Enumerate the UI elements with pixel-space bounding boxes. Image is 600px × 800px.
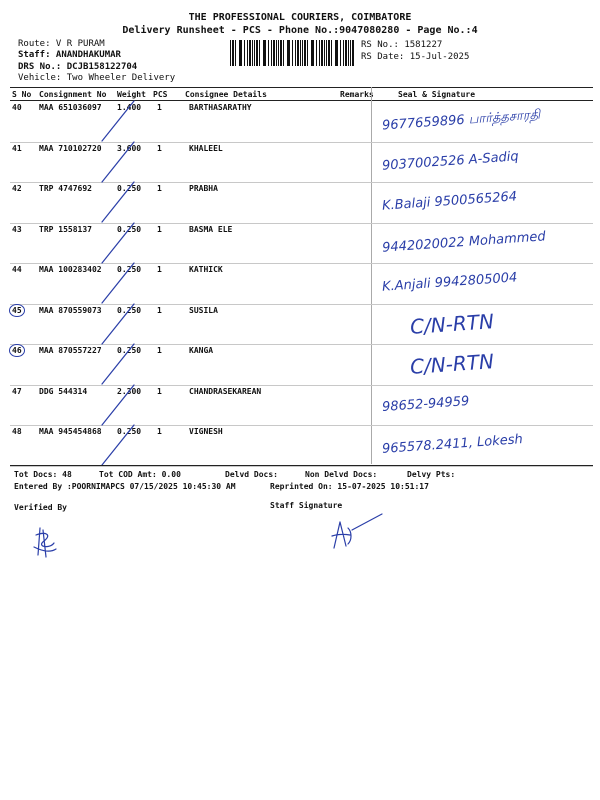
row-pcs: 1 [157,427,162,436]
row-sno: 48 [12,427,22,436]
delvd-docs: Delvd Docs: [225,470,278,479]
row-consignment-no: MAA 710102720 [39,143,102,153]
row-consignee: PRABHA [189,184,218,193]
row-consignee: BARTHASARATHY [189,103,252,112]
row-sno: 47 [12,386,22,396]
row-consignment-no: TRP 4747692 [39,184,92,193]
col-weight: Weight [117,90,146,99]
row-consignment-no: MAA 945454868 [39,427,102,436]
tot-docs: Tot Docs: 48 [14,470,72,479]
row-consignment-no: MAA 100283402 [39,265,102,274]
row-weight: 0.250 [117,184,142,193]
route: Route: V R PURAM [18,39,105,49]
row-consignee: SUSILA [189,305,218,315]
row-sno: 43 [12,224,22,234]
pen-tick-mark [80,342,140,387]
row-consignee: BASMA ELE [189,224,233,234]
handwritten-prabha: K.Balaji 9500565264 [381,189,518,214]
row-consignee: VIGNESH [189,427,223,436]
row-weight: 0.250 [117,427,142,436]
row-pcs: 1 [157,305,162,315]
barcode [230,40,355,66]
drs-number: DRS No.: DCJB158122704 [18,62,138,72]
col-consignment: Consignment No [39,90,107,99]
reprinted-on: Reprinted On: 15-07-2025 10:51:17 [270,482,429,491]
pen-tick-mark [80,261,140,306]
handwritten-kathick: K.Anjali 9942805004 [381,270,518,295]
row-sno: 45 [9,304,25,317]
pen-tick-mark [80,140,140,185]
staff-signature-label: Staff Signature [270,501,343,510]
row-pcs: 1 [157,265,162,274]
staff-name: Staff: ANANDHAKUMAR [18,50,121,60]
row-pcs: 1 [157,184,162,193]
row-consignment-no: DDG 544314 [39,386,88,396]
verified-signature [30,525,60,560]
row-sno: 40 [12,103,22,112]
row-weight: 3.600 [117,143,142,153]
entered-by: Entered By :POORNIMAPCS 07/15/2025 10:45:30 AM [14,482,236,491]
row-weight: 2.300 [117,386,142,396]
handwritten-khaleel: 9037002526 A-Sadiq [381,148,520,174]
table-bottom-rule [10,465,593,466]
row-pcs: 1 [157,103,162,112]
handwritten-kanga: C/N-RTN [409,349,495,379]
company-name: THE PROFESSIONAL COURIERS, COIMBATORE [188,12,412,23]
row-sno: 46 [9,344,25,357]
rs-number: RS No.: 1581227 [361,40,443,50]
verified-by-label: Verified By [14,503,67,512]
handwritten-basma: 9442020022 Mohammed [381,228,547,256]
col-pcs: PCS [153,90,168,99]
non-delvd-docs: Non Delvd Docs: [305,470,378,479]
pen-tick-mark [80,302,140,347]
handwritten-barthasarathy: 9677659896 பார்த்தசாரதி [381,107,541,134]
row-pcs: 1 [157,143,162,153]
staff-signature-mark [318,510,388,552]
row-consignment-no: MAA 870559073 [39,305,102,315]
handwritten-vignesh: 965578.2411, Lokesh [381,432,524,457]
row-weight: 0.250 [117,305,142,315]
row-sno: 41 [12,143,22,153]
handwritten-susila: C/N-RTN [409,308,495,339]
signature-column-divider [371,87,372,464]
row-consignment-no: MAA 651036097 [39,103,102,112]
row-consignee: KHALEEL [189,143,223,153]
col-remarks: Remarks [340,90,374,99]
col-sno: S No [12,90,32,99]
row-consignment-no: TRP 1558137 [39,224,92,234]
row-consignee: CHANDRASEKAREAN [189,386,262,396]
row-pcs: 1 [157,346,162,355]
row-pcs: 1 [157,224,162,234]
row-weight: 0.250 [117,224,142,234]
pen-tick-mark [80,180,140,225]
col-seal-signature: Seal & Signature [398,90,476,99]
rs-date: RS Date: 15-Jul-2025 [361,52,470,62]
row-weight: 0.250 [117,346,142,355]
row-weight: 1.400 [117,103,142,112]
row-consignee: KANGA [189,346,214,355]
row-weight: 0.250 [117,265,142,274]
row-consignee: KATHICK [189,265,223,274]
col-consignee: Consignee Details [185,90,267,99]
delvy-pts: Delvy Pts: [407,470,456,479]
pen-tick-mark [80,221,140,266]
row-sno: 44 [12,265,22,274]
tot-cod-amt: Tot COD Amt: 0.00 [99,470,181,479]
handwritten-chandrasekarean: 98652-94959 [381,393,470,415]
row-consignment-no: MAA 870557227 [39,346,102,355]
pen-tick-mark [80,423,140,468]
runsheet-subtitle: Delivery Runsheet - PCS - Phone No.:9047080280 - Page No.:4 [122,25,478,36]
row-pcs: 1 [157,386,162,396]
pen-tick-mark [80,383,140,428]
vehicle: Vehicle: Two Wheeler Delivery [18,73,176,83]
pen-tick-mark [80,99,140,144]
table-top-rule [10,87,593,88]
row-sno: 42 [12,184,22,193]
